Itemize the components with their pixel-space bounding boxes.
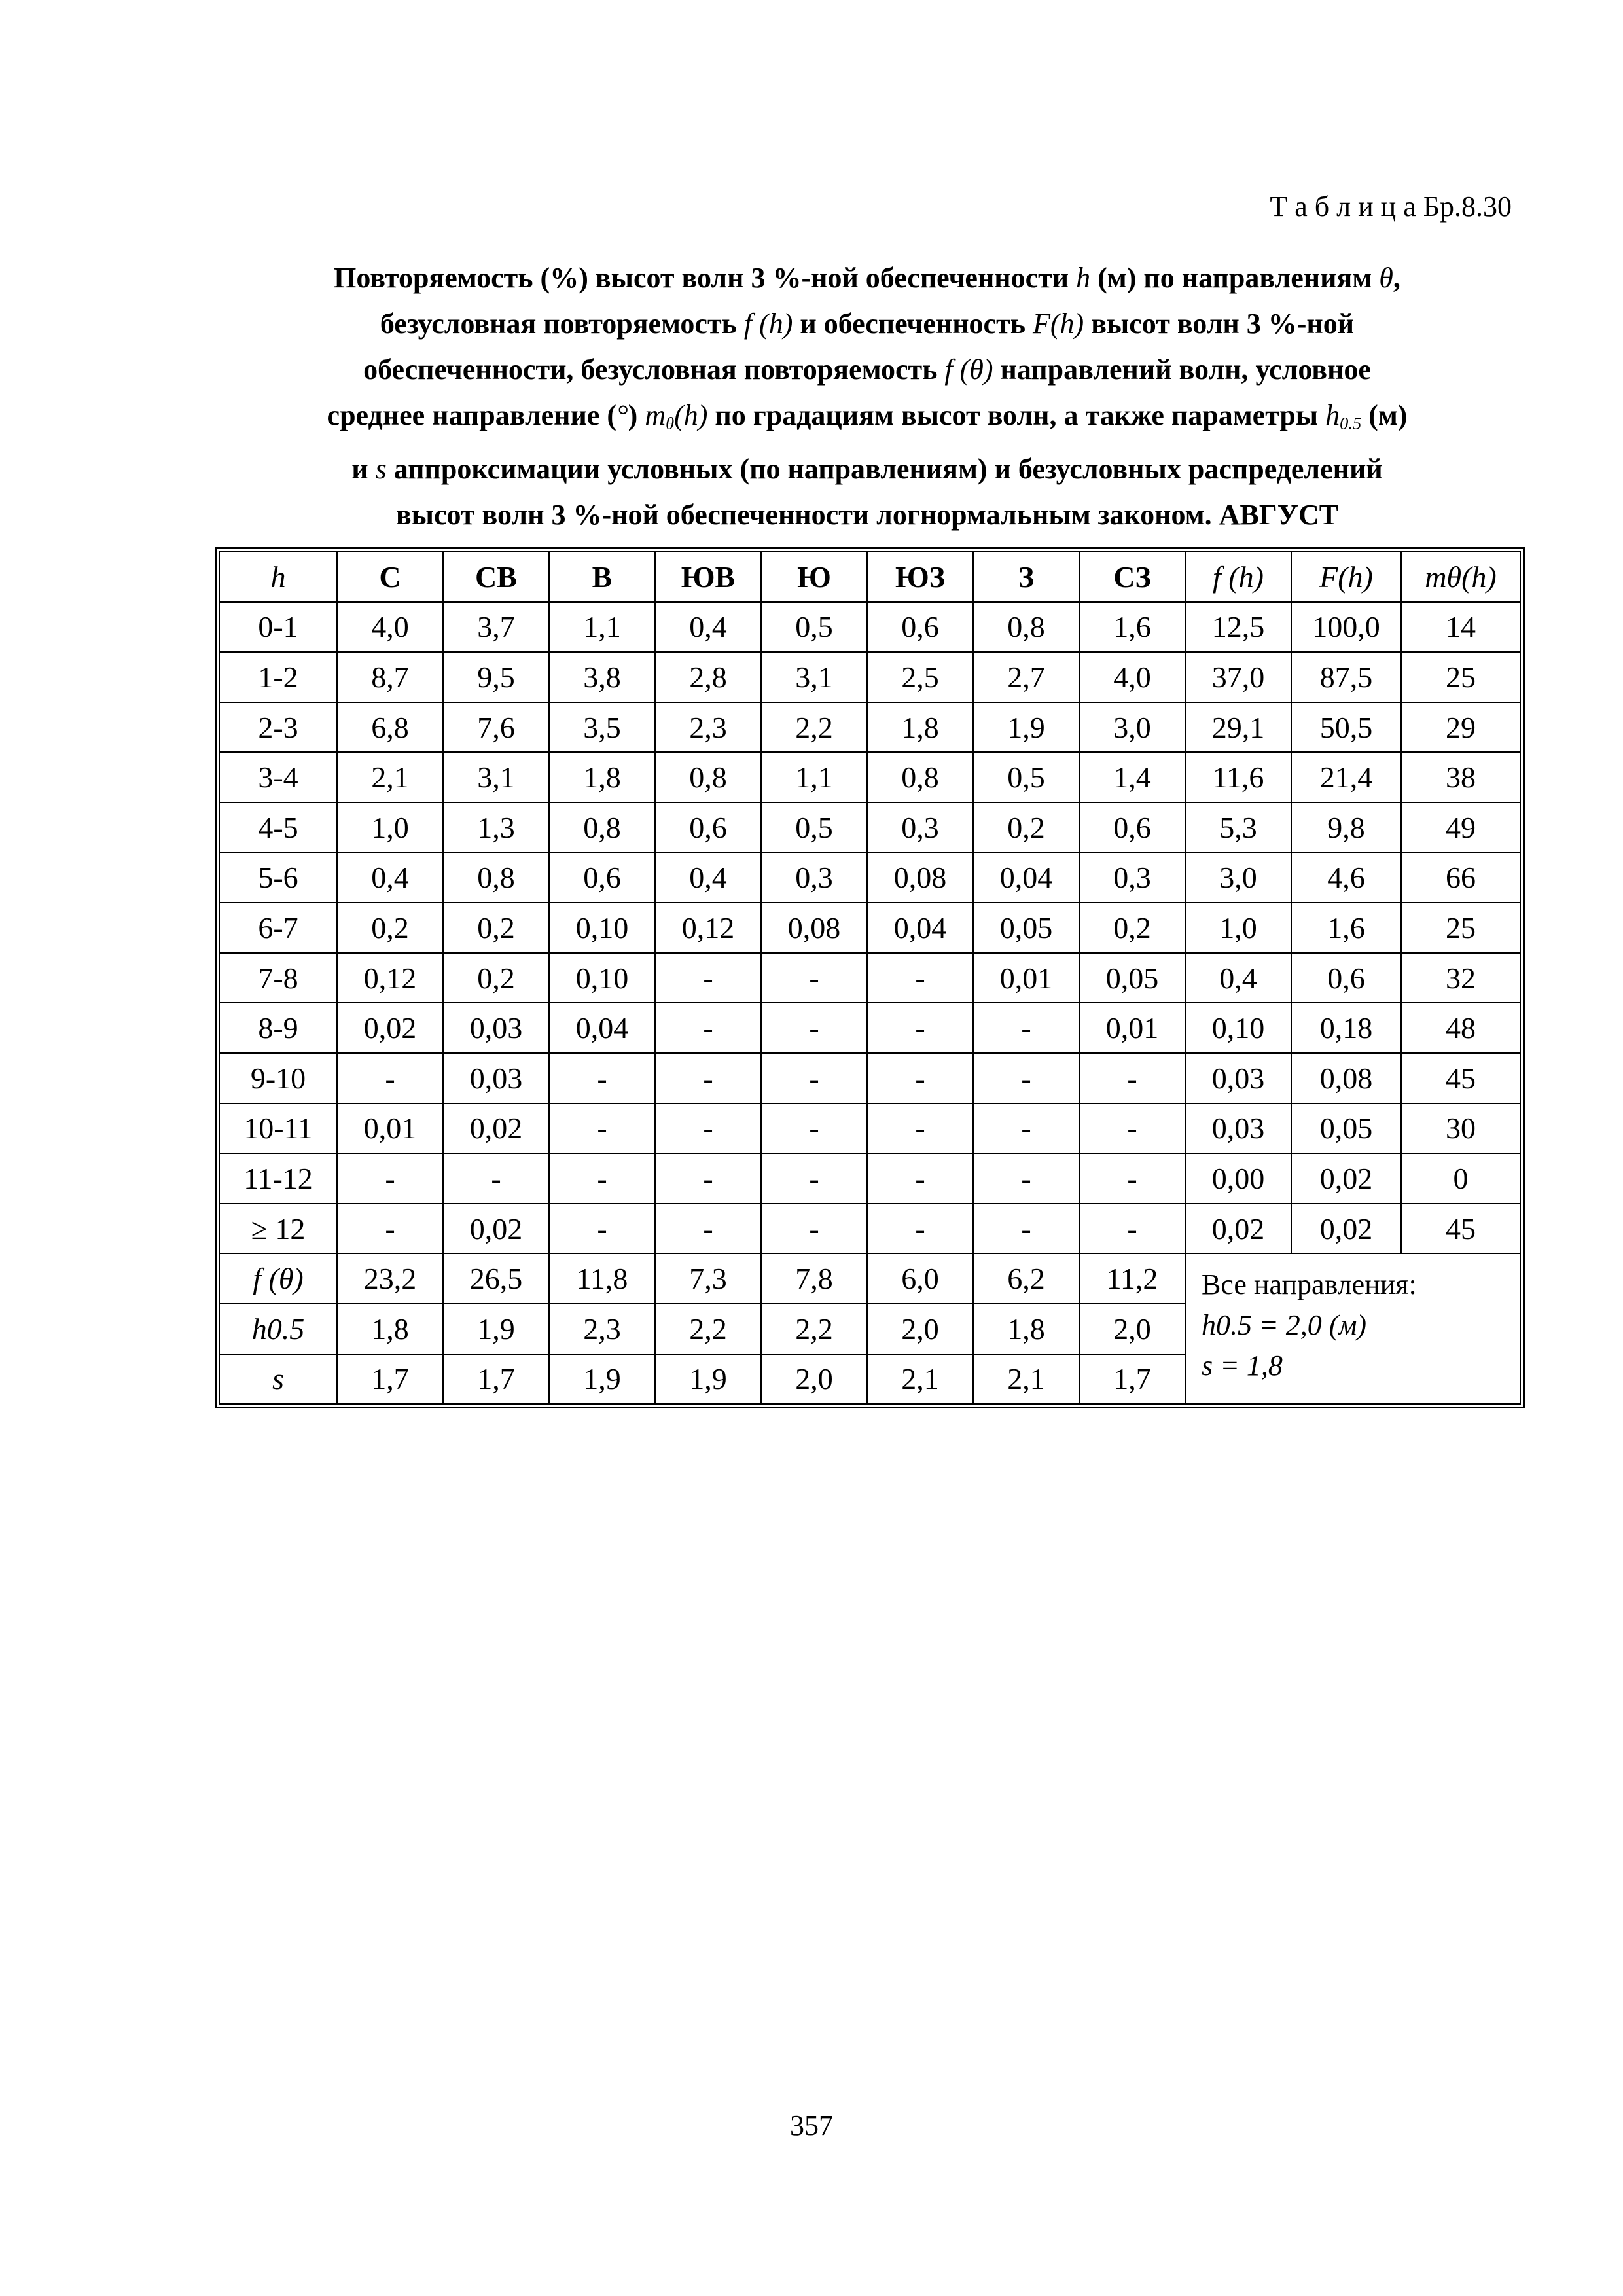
table-cell: - (655, 1053, 761, 1103)
row-label: 7-8 (219, 953, 337, 1003)
table-cell: - (867, 1153, 973, 1204)
table-cell: - (549, 1103, 655, 1154)
table-cell: 0,6 (655, 802, 761, 853)
table-cell: - (973, 1003, 1079, 1053)
table-cell: - (973, 1153, 1079, 1204)
table-cell: 0,5 (761, 602, 867, 653)
table-cell: 4,0 (337, 602, 443, 653)
table-cell: 12,5 (1185, 602, 1291, 653)
table-cell: 0,5 (973, 752, 1079, 802)
table-cell: - (549, 1053, 655, 1103)
row-label: s (219, 1354, 337, 1405)
table-cell: - (1079, 1204, 1185, 1254)
summary-h05: h0.5 = 2,0 (м) (1202, 1309, 1367, 1342)
header-dir-s: Ю (761, 552, 867, 602)
table-cell: - (1079, 1053, 1185, 1103)
summary-s: s = 1,8 (1202, 1350, 1283, 1382)
table-cell: 2,7 (973, 652, 1079, 702)
header-row (219, 552, 1520, 602)
table-cell: 0,12 (337, 953, 443, 1003)
table-cell: - (655, 1204, 761, 1254)
table-cell: 25 (1401, 652, 1520, 702)
table-cell: 2,0 (761, 1354, 867, 1405)
header-dir-nw: СЗ (1079, 552, 1185, 602)
table-cell: 2,3 (655, 702, 761, 753)
table-cell: 0,04 (973, 853, 1079, 903)
table-cell: 0,01 (337, 1103, 443, 1154)
table-cell: 14 (1401, 602, 1520, 653)
header-m-theta: mθ(h) (1401, 552, 1520, 602)
table-row (219, 953, 1520, 1003)
table-cell: 4,6 (1291, 853, 1401, 903)
table-cell: 1,3 (443, 802, 549, 853)
table-cell: 0,03 (1185, 1053, 1291, 1103)
table-cell: - (761, 1103, 867, 1154)
table-cell: 0,2 (973, 802, 1079, 853)
table-cell: 0,2 (443, 953, 549, 1003)
table-cell: 11,2 (1079, 1253, 1185, 1304)
table-cell: 1,8 (867, 702, 973, 753)
table-row (219, 1053, 1520, 1103)
table-cell: 1,7 (1079, 1354, 1185, 1405)
table-cell: 7,6 (443, 702, 549, 753)
title-line-4: среднее направление (°) $m_\theta(h)$ по градациям высот волн, а также параметры $h_{0.5}$ (м) (327, 399, 1408, 433)
row-label: 8-9 (219, 1003, 337, 1053)
table-cell: 0,05 (1291, 1103, 1401, 1154)
table-cell: 0,01 (973, 953, 1079, 1003)
page-number: 357 (790, 2109, 833, 2142)
header-dir-e: В (549, 552, 655, 602)
table-cell: 1,8 (549, 752, 655, 802)
table-cell: 45 (1401, 1053, 1520, 1103)
table-cell: 7,3 (655, 1253, 761, 1304)
table-cell: - (867, 1103, 973, 1154)
table-cell: 0,8 (549, 802, 655, 853)
row-label: 6-7 (219, 903, 337, 953)
header-dir-sw: ЮЗ (867, 552, 973, 602)
table-cell: 50,5 (1291, 702, 1401, 753)
table-cell: 1,9 (549, 1354, 655, 1405)
table-cell: - (655, 953, 761, 1003)
table-cell: - (973, 1204, 1079, 1254)
table-cell: - (867, 953, 973, 1003)
table-cell: - (655, 1003, 761, 1053)
table-cell: 8,7 (337, 652, 443, 702)
table-row (219, 752, 1520, 802)
table-cell: 2,1 (973, 1354, 1079, 1405)
table-cell: 1,9 (973, 702, 1079, 753)
header-dir-se: ЮВ (655, 552, 761, 602)
table-cell: 49 (1401, 802, 1520, 853)
table-cell: 0,2 (1079, 903, 1185, 953)
table-cell: 0,3 (761, 853, 867, 903)
table-label: Т а б л и ц а Бр.8.30 (1270, 190, 1512, 223)
table-cell: 2,2 (761, 702, 867, 753)
title-line-6: высот волн 3 %-ной обеспеченности логнормальным законом. АВГУСТ (395, 498, 1339, 531)
table-cell: - (337, 1204, 443, 1254)
table-cell: 6,8 (337, 702, 443, 753)
table-cell: 2,1 (867, 1354, 973, 1405)
table-cell: 1,8 (973, 1304, 1079, 1354)
table-cell: - (549, 1153, 655, 1204)
table-cell: 2,2 (655, 1304, 761, 1354)
row-label: 5-6 (219, 853, 337, 903)
table-cell: 7,8 (761, 1253, 867, 1304)
table-cell: - (549, 1204, 655, 1254)
table-cell: - (761, 953, 867, 1003)
table-cell: 0,6 (1291, 953, 1401, 1003)
table-cell: 0,6 (867, 602, 973, 653)
title-line-5: и s аппроксимации условных (по направлениям) и безусловных распределений (351, 452, 1383, 485)
row-label: 0-1 (219, 602, 337, 653)
table-cell: 32 (1401, 953, 1520, 1003)
table-cell: - (655, 1153, 761, 1204)
table-cell: 0,04 (549, 1003, 655, 1053)
table-cell: 11,8 (549, 1253, 655, 1304)
table-cell: 1,1 (549, 602, 655, 653)
table-cell: 9,8 (1291, 802, 1401, 853)
table-cell: 11,6 (1185, 752, 1291, 802)
table-cell: 2,8 (655, 652, 761, 702)
table-row (219, 1204, 1520, 1254)
table-cell: 48 (1401, 1003, 1520, 1053)
table-cell: 1,0 (1185, 903, 1291, 953)
table-cell: 0,00 (1185, 1153, 1291, 1204)
table-cell: 29 (1401, 702, 1520, 753)
table-cell: 0,2 (443, 903, 549, 953)
table-cell: 1,8 (337, 1304, 443, 1354)
table-cell: 37,0 (1185, 652, 1291, 702)
header-dir-ne: СВ (443, 552, 549, 602)
table-row (219, 853, 1520, 903)
table-cell: 1,4 (1079, 752, 1185, 802)
table-cell: - (867, 1053, 973, 1103)
table-row (219, 802, 1520, 853)
table-cell: 23,2 (337, 1253, 443, 1304)
row-label: h0.5 (219, 1304, 337, 1354)
table-cell: 0,8 (973, 602, 1079, 653)
table-cell: 2,0 (867, 1304, 973, 1354)
table-cell: - (443, 1153, 549, 1204)
table-cell: 6,0 (867, 1253, 973, 1304)
table-cell: 0,8 (867, 752, 973, 802)
table-cell: 2,0 (1079, 1304, 1185, 1354)
table-cell: 1,1 (761, 752, 867, 802)
table-cell: 0,8 (655, 752, 761, 802)
table-cell: 0,08 (1291, 1053, 1401, 1103)
table-cell: 45 (1401, 1204, 1520, 1254)
header-F-h: F(h) (1291, 552, 1401, 602)
table-cell: 0,05 (1079, 953, 1185, 1003)
header-f-h: f (h) (1185, 552, 1291, 602)
data-table-frame (215, 547, 1525, 1408)
table-cell: - (337, 1153, 443, 1204)
table-cell: 26,5 (443, 1253, 549, 1304)
table-cell: - (867, 1003, 973, 1053)
table-cell: 0,8 (443, 853, 549, 903)
table-cell: 3,7 (443, 602, 549, 653)
table-row (219, 652, 1520, 702)
table-cell: - (761, 1153, 867, 1204)
table-cell: 0,4 (337, 853, 443, 903)
row-label: 3-4 (219, 752, 337, 802)
table-cell: - (337, 1053, 443, 1103)
table-cell: - (761, 1003, 867, 1053)
table-cell: - (973, 1103, 1079, 1154)
table-cell: 2,2 (761, 1304, 867, 1354)
table-cell: 3,1 (443, 752, 549, 802)
table-cell: 0,01 (1079, 1003, 1185, 1053)
table-cell: 1,7 (443, 1354, 549, 1405)
table-cell: - (973, 1053, 1079, 1103)
table-cell: 0,3 (867, 802, 973, 853)
table-cell: - (655, 1103, 761, 1154)
row-label: 9-10 (219, 1053, 337, 1103)
table-cell: 0,4 (655, 602, 761, 653)
table-cell: 0,02 (443, 1204, 549, 1254)
table-cell: 25 (1401, 903, 1520, 953)
table-cell: 9,5 (443, 652, 549, 702)
table-cell: 0,03 (443, 1053, 549, 1103)
table-cell: 0,18 (1291, 1003, 1401, 1053)
table-cell: 3,5 (549, 702, 655, 753)
table-row (219, 1103, 1520, 1154)
table-cell: 100,0 (1291, 602, 1401, 653)
table-cell: 0,2 (337, 903, 443, 953)
table-cell: 38 (1401, 752, 1520, 802)
table-cell: 2,5 (867, 652, 973, 702)
table-row (219, 903, 1520, 953)
table-cell: 3,0 (1079, 702, 1185, 753)
row-label: 4-5 (219, 802, 337, 853)
table-cell: - (1079, 1103, 1185, 1154)
table-cell: 0,04 (867, 903, 973, 953)
table-cell: 29,1 (1185, 702, 1291, 753)
table-cell: 0,4 (1185, 953, 1291, 1003)
table-cell: 0,10 (549, 953, 655, 1003)
table-cell: 0,03 (443, 1003, 549, 1053)
table-row (219, 1003, 1520, 1053)
table-cell: 4,0 (1079, 652, 1185, 702)
table-cell: 0,02 (1291, 1204, 1401, 1254)
table-cell: 0,6 (549, 853, 655, 903)
table-cell: 2,3 (549, 1304, 655, 1354)
table-title (216, 255, 1518, 538)
table-cell: 1,6 (1291, 903, 1401, 953)
table-cell: 0,4 (655, 853, 761, 903)
table-cell: 0,03 (1185, 1103, 1291, 1154)
title-line-3: обеспеченности, безусловная повторяемость f (θ) направлений волн, условное (363, 353, 1371, 386)
row-label: 11-12 (219, 1153, 337, 1204)
table-cell: 3,0 (1185, 853, 1291, 903)
table-cell: - (1079, 1153, 1185, 1204)
table-cell: 0,5 (761, 802, 867, 853)
table-cell: 0,08 (761, 903, 867, 953)
table-cell: 0,12 (655, 903, 761, 953)
all-directions-summary (1185, 1253, 1520, 1404)
table-cell: 0,02 (337, 1003, 443, 1053)
row-label: 2-3 (219, 702, 337, 753)
title-line-1: Повторяемость (%) высот волн 3 %-ной обеспеченности h (м) по направлениям θ, (334, 262, 1400, 294)
table-cell: - (867, 1204, 973, 1254)
table-cell: 21,4 (1291, 752, 1401, 802)
table-cell: 1,9 (443, 1304, 549, 1354)
table-cell: 0,02 (443, 1103, 549, 1154)
table-row (219, 602, 1520, 653)
table-cell: 5,3 (1185, 802, 1291, 853)
table-cell: 0,10 (1185, 1003, 1291, 1053)
table-row (219, 1153, 1520, 1204)
table-cell: 3,8 (549, 652, 655, 702)
header-h: h (219, 552, 337, 602)
table-cell: 0,10 (549, 903, 655, 953)
table-cell: 87,5 (1291, 652, 1401, 702)
table-cell: 1,0 (337, 802, 443, 853)
table-cell: 1,6 (1079, 602, 1185, 653)
table-cell: 30 (1401, 1103, 1520, 1154)
table-cell: 0,02 (1185, 1204, 1291, 1254)
row-label: 10-11 (219, 1103, 337, 1154)
table-cell: 0,02 (1291, 1153, 1401, 1204)
row-label: 1-2 (219, 652, 337, 702)
header-dir-n: С (337, 552, 443, 602)
table-cell: 0,6 (1079, 802, 1185, 853)
title-line-2: безусловная повторяемость f (h) и обеспеченность F(h) высот волн 3 %-ной (380, 308, 1355, 340)
row-label: f (θ) (219, 1253, 337, 1304)
summary-heading: Все направления: (1202, 1268, 1417, 1301)
wave-height-table (219, 551, 1521, 1405)
table-row (219, 702, 1520, 753)
table-cell: - (761, 1204, 867, 1254)
table-cell: 3,1 (761, 652, 867, 702)
table-cell: - (761, 1053, 867, 1103)
table-cell: 0,3 (1079, 853, 1185, 903)
table-cell: 6,2 (973, 1253, 1079, 1304)
table-cell: 66 (1401, 853, 1520, 903)
param-row-f-theta (219, 1253, 1520, 1304)
table-cell: 1,7 (337, 1354, 443, 1405)
table-cell: 0,08 (867, 853, 973, 903)
table-cell: 1,9 (655, 1354, 761, 1405)
header-dir-w: З (973, 552, 1079, 602)
table-cell: 0 (1401, 1153, 1520, 1204)
row-label: ≥ 12 (219, 1204, 337, 1254)
table-cell: 0,05 (973, 903, 1079, 953)
table-cell: 2,1 (337, 752, 443, 802)
